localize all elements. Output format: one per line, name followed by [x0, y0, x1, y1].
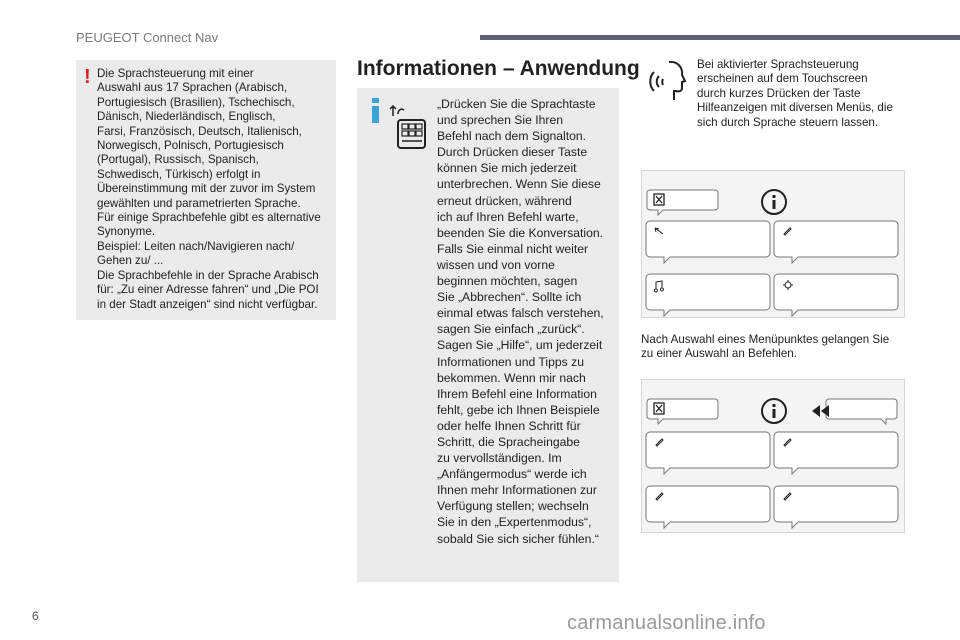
info-icon [366, 98, 388, 124]
warning-icon: ! [84, 66, 91, 88]
speech-head-icon [647, 58, 689, 102]
header-bar [480, 35, 960, 40]
header-title: PEUGEOT Connect Nav [76, 30, 219, 45]
info-box [357, 88, 619, 582]
right-text-1: Bei aktivierter Sprachsteuerung erscheinen auf dem Touchscreen durch kurzes Drücken der Taste Hilfeanzeigen mit diversen Menüs, die sich durch Sprache steuern lassen. [697, 58, 893, 129]
info-text: „Drücken Sie die Sprachtaste und sprechen Sie Ihren Befehl nach dem Signalton. Durch Drücken dieser Taste können Sie mich jederzeit unterbrechen. Wenn Sie diese erneut drücken, während ich auf Ihren Befehl warte, beenden Sie die Konversation. Falls Sie einmal nicht weiter wissen und von vorne beginnen möchten, sagen Sie „Abbrechen“. Sollte ich einmal etwas falsch verstehen, sagen Sie einfach „zurück“. Sagen Sie „Hilfe“, um jederzeit Informationen und Tipps zu bekommen. Wenn mir nach Ihrem Befehl eine Information fehlt, gebe ich Ihnen Beispiele oder helfe Ihnen Schritt für Schritt, die Spracheingabe zu vervollständigen. Im „Anfängermodus“ werde ich Ihnen mehr Informationen zur Verfügung stellen; wechseln Sie in den „Expertenmodus“, sobald Sie sich sicher fühlen.“ [437, 97, 604, 546]
right-text-2: Nach Auswahl eines Menüpunktes gelangen Sie zu einer Auswahl an Befehlen. [641, 333, 890, 361]
warning-box [76, 60, 336, 320]
command-menu-diagram [642, 380, 904, 532]
watermark-text: carmanualsonline.info [567, 612, 766, 634]
voice-button-icon [387, 98, 427, 152]
touchscreen-illustration-1 [641, 170, 905, 318]
help-menu-diagram [642, 171, 904, 317]
warning-text: Die Sprachsteuerung mit einer Auswahl aus 17 Sprachen (Arabisch, Portugiesisch (Brasilien), Tschechisch, Dänisch, Niederländisch, Englisch, Farsi, Französisch, Deutsch, Italienisch, Norwegisch, Polnisch, Portugiesisch (Portugal), Russisch, Spanisch, Schwedisch, Türkisch) erfolgt in Übereinstimmung mit der zuvor im System gewählten und parametrierten Sprache. Für einige Sprachbefehle gibt es alternative Synonyme. Beispiel: Leiten nach/Navigieren nach/ Gehen zu/ ... Die Sprachbefehle in der Sprache Arabisch für: „Zu einer Adresse fahren“ und „Die POI in der Stadt anzeigen“ sind nicht verfügbar. [97, 67, 321, 311]
section-title: Informationen – Anwendung [357, 57, 640, 80]
touchscreen-illustration-2 [641, 379, 905, 533]
page-number: 6 [32, 609, 39, 623]
